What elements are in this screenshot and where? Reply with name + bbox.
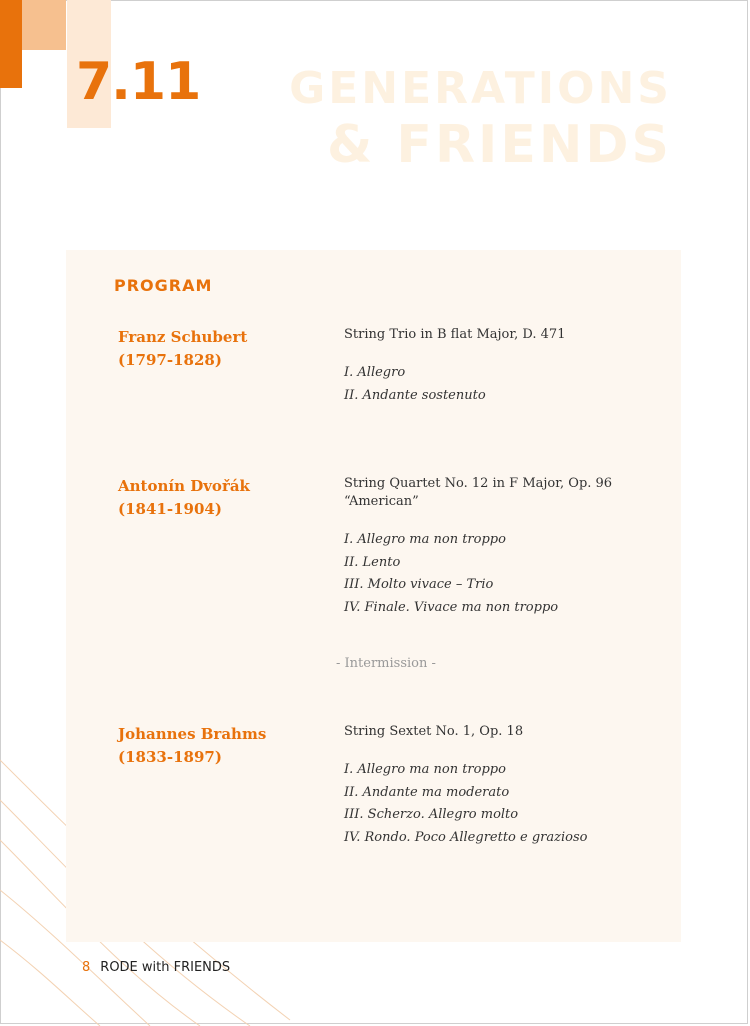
program-work xyxy=(118,326,678,403)
concert-date: 7.11 xyxy=(76,52,201,112)
composer-name: Franz Schubert xyxy=(118,328,248,346)
movement: II. Andante ma moderato xyxy=(344,784,510,800)
movement: III. Molto vivace – Trio xyxy=(344,577,494,592)
movement: I. Allegro xyxy=(344,365,406,380)
composer-name: Antonín Dvořák xyxy=(118,477,250,495)
program-heading: PROGRAM xyxy=(114,276,213,295)
movement: I. Allegro ma non troppo xyxy=(344,532,506,547)
publication-title: RODE with FRIENDS xyxy=(100,960,231,975)
composer-years: (1797-1828) xyxy=(118,351,222,369)
movement: III. Scherzo. Allegro molto xyxy=(344,807,519,822)
work-details xyxy=(344,475,684,619)
program-work xyxy=(118,475,678,615)
intermission-label: - Intermission - xyxy=(336,656,436,671)
concert-title-line-2: & FRIENDS xyxy=(326,115,672,176)
movement: II. Andante sostenuto xyxy=(344,387,486,403)
movement: II. Lento xyxy=(344,554,401,570)
program-work xyxy=(118,723,678,845)
work-details xyxy=(344,723,684,849)
corner-accent-bar xyxy=(0,0,22,88)
concert-title xyxy=(289,63,672,176)
page-number: 8 xyxy=(82,960,91,975)
work-details xyxy=(344,326,684,407)
movement: I. Allegro ma non troppo xyxy=(344,762,506,777)
program-panel xyxy=(66,250,681,942)
page-footer xyxy=(82,960,230,975)
concert-title-line-1: GENERATIONS xyxy=(289,63,672,114)
composer-years: (1841-1904) xyxy=(118,500,222,518)
work-title: String Quartet No. 12 in F Major, Op. 96 “American” xyxy=(344,476,613,509)
corner-accent-block xyxy=(22,0,66,50)
movement: IV. Finale. Vivace ma non troppo xyxy=(344,599,559,615)
movement: IV. Rondo. Poco Allegretto e grazioso xyxy=(344,829,588,845)
work-title: String Trio in B flat Major, D. 471 xyxy=(344,327,566,342)
composer-years: (1833-1897) xyxy=(118,748,222,766)
work-title: String Sextet No. 1, Op. 18 xyxy=(344,724,524,739)
composer-name: Johannes Brahms xyxy=(118,725,267,743)
